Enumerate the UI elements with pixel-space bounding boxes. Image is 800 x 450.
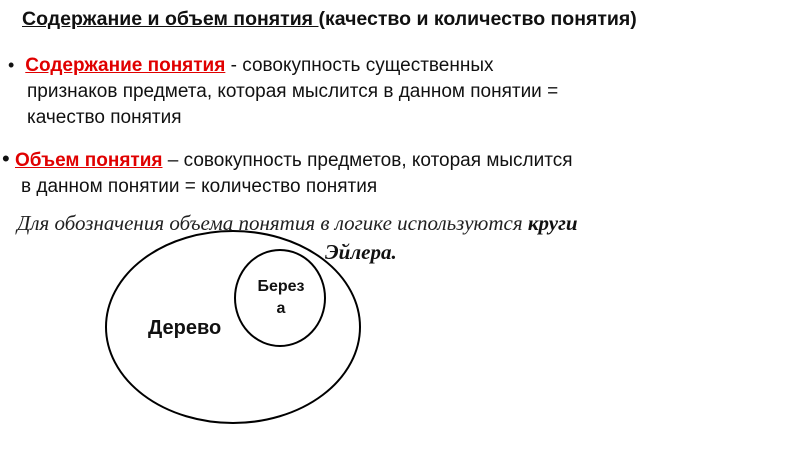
note-text: Для обозначения объема понятия в логике используются xyxy=(17,211,528,235)
bullet-marker: • xyxy=(2,146,10,171)
definition-text: - совокупность существенных xyxy=(225,55,494,76)
term-content: Содержание понятия xyxy=(25,55,226,76)
note-strong: круги xyxy=(527,211,578,235)
label-birch-line-1: Берез xyxy=(257,278,305,295)
label-birch-line-2: а xyxy=(276,300,286,317)
bullet-marker: • xyxy=(8,55,15,75)
bullet-row-2: в данном понятии = количество понятия xyxy=(21,176,378,197)
bullet-row-2: признаков предмета, которая мыслится в данном понятии = xyxy=(27,81,559,102)
title-main: Содержание и объем понятия xyxy=(22,8,319,30)
outer-circle-tree xyxy=(106,231,360,423)
term-volume: Объем понятия xyxy=(15,150,163,171)
label-tree: Дерево xyxy=(148,317,222,339)
note-line-1 xyxy=(17,210,578,237)
label-birch xyxy=(238,276,324,320)
bullet-row-3: качество понятия xyxy=(27,107,182,128)
note-line-2: Эйлера. xyxy=(325,240,397,264)
definition-text: – совокупность предметов, которая мыслится xyxy=(162,150,573,171)
title-paren: (качество и количество понятия) xyxy=(318,8,637,30)
